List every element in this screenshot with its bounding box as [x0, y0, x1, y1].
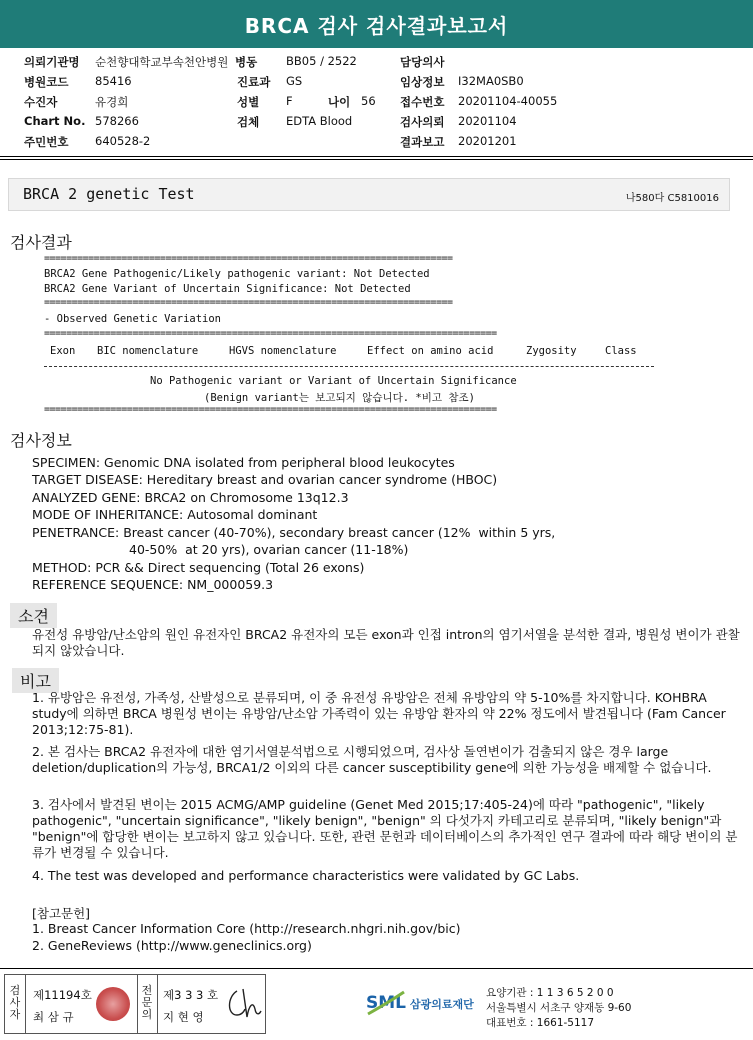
age-label: 나이 — [328, 95, 351, 109]
opinion-heading: 소견 — [10, 603, 57, 628]
department-value: GS — [286, 74, 303, 88]
benign-note-line: (Benign variant는 보고되지 않습니다. *비고 참조) — [204, 392, 475, 404]
sml-logo-icon — [366, 984, 406, 1018]
sml-logo-text: SML — [366, 993, 406, 1013]
remark-4: 4. The test was developed and performance characteristics were validated by GC Labs. — [32, 868, 580, 883]
col-exon: Exon — [50, 345, 76, 357]
info-specimen: SPECIMEN: Genomic DNA isolated from peripheral blood leukocytes — [32, 455, 455, 470]
no-variant-line: No Pathogenic variant or Variant of Uncertain Significance — [150, 375, 517, 387]
results-heading: 검사결과 — [10, 233, 72, 252]
report-footer — [0, 972, 753, 1040]
reference-1: 1. Breast Cancer Information Core (http://research.nhgri.nih.gov/bic) — [32, 921, 461, 936]
observed-variation-label: - Observed Genetic Variation — [44, 313, 222, 325]
report-title: BRCA 검사 검사결과보고서 — [244, 13, 509, 38]
divider: ================================================================================== — [44, 404, 497, 415]
chart-label: Chart No. — [24, 114, 86, 128]
divider: ========================================================================== — [44, 253, 453, 264]
clinical-info-value: I32MA0SB0 — [458, 74, 524, 88]
info-heading: 검사정보 — [10, 431, 72, 450]
divider — [0, 156, 753, 157]
signature-icon — [223, 985, 263, 1023]
examiner-no: 제11194호 — [33, 988, 92, 1002]
divider — [25, 975, 26, 1033]
divider — [137, 975, 138, 1033]
clinical-info-label: 임상정보 — [400, 75, 445, 89]
patient-value: 유경희 — [95, 95, 129, 109]
examiner-name: 최 삼 규 — [33, 1010, 74, 1024]
col-zygosity: Zygosity — [526, 345, 577, 357]
request-date-value: 20201104 — [458, 114, 517, 128]
report-date-label: 결과보고 — [400, 135, 445, 149]
id-label: 주민번호 — [24, 135, 69, 149]
divider — [0, 159, 753, 160]
remark-1: 1. 유방암은 유전성, 가족성, 산발성으로 분류되며, 이 중 유전성 유방암은 전체 유방암의 약 5-10%를 차지합니다. KOHBRA study에 의하면 BRCA 병원성 변이는 유방암/난소암 가족력이 있는 유방암 환자의 약 22% 정도에서 발견됩니다 (Fam Cancer 2013;12:75-81). — [32, 690, 726, 737]
info-penetrance: PENETRANCE: Breast cancer (40-70%), secondary breast cancer (12% within 5 yrs, — [32, 525, 556, 540]
patient-label: 수진자 — [24, 95, 58, 109]
divider: ================================================================================== — [44, 328, 497, 339]
department-label: 진료과 — [237, 75, 271, 89]
specimen-label: 검체 — [237, 115, 260, 129]
test-title-box — [8, 178, 730, 211]
id-value: 640528-2 — [95, 134, 151, 148]
info-disease: TARGET DISEASE: Hereditary breast and ovarian cancer syndrome (HBOC) — [32, 472, 498, 487]
agency-code: 요양기관 : 1 1 3 6 5 2 0 0 — [486, 987, 614, 999]
ward-value: BB05 / 2522 — [286, 54, 357, 68]
org-address: 서울특별시 서초구 양재동 9-60 — [486, 1002, 632, 1014]
institution-value: 순천향대학교부속천안병원 — [95, 55, 229, 69]
info-gene: ANALYZED GENE: BRCA2 on Chromosome 13q12.3 — [32, 490, 349, 505]
report-header — [0, 0, 753, 48]
org-phone: 대표번호 : 1661-5117 — [486, 1017, 595, 1029]
doctor-label: 담당의사 — [400, 55, 445, 69]
request-date-label: 검사의뢰 — [400, 115, 445, 129]
info-method: METHOD: PCR && Direct sequencing (Total 26 exons) — [32, 560, 365, 575]
col-effect: Effect on amino acid — [367, 345, 494, 357]
specimen-value: EDTA Blood — [286, 114, 353, 128]
info-penetrance-cont: 40-50% at 20 yrs), ovarian cancer (11-18%) — [129, 542, 409, 557]
receipt-label: 접수번호 — [400, 95, 445, 109]
hospital-code-label: 병원코드 — [24, 75, 69, 89]
org-name: 삼광의료재단 — [410, 998, 474, 1011]
divider — [157, 975, 158, 1033]
receipt-value: 20201104-40055 — [458, 94, 558, 108]
result-line-vus: BRCA2 Gene Variant of Uncertain Significance: Not Detected — [44, 283, 411, 295]
sex-value: F — [286, 94, 293, 108]
opinion-text: 유전성 유방암/난소암의 원인 유전자인 BRCA2 유전자의 모든 exon과 인접 intron의 염기서열을 분석한 결과, 병원성 변이가 관찰되지 않았습니다. — [32, 627, 740, 658]
remark-3: 3. 검사에서 발견된 변이는 2015 ACMG/AMP guideline (Genet Med 2015;17:405-24)에 따라 "pathogenic", "likely pathogenic", "uncertain significance", "likely benign", "benign" 의 다섯가지 카테고리로 분류되며, "likely benign"과 "benign"에 합당한 변이는 보고하지 않고 있습니다. 또한, 관련 문헌과 데이터베이스의 추가적인 연구 결과에 따라 해당 변이의 분류가 변경될 수 있습니다. — [32, 797, 738, 860]
test-title: BRCA 2 genetic Test — [23, 185, 195, 203]
result-line-pathogenic: BRCA2 Gene Pathogenic/Likely pathogenic variant: Not Detected — [44, 268, 430, 280]
report-date-value: 20201201 — [458, 134, 517, 148]
divider — [0, 968, 753, 969]
divider — [44, 366, 654, 367]
divider: ========================================================================== — [44, 297, 453, 308]
specialist-name: 지 현 영 — [163, 1010, 204, 1024]
hospital-code-value: 85416 — [95, 74, 132, 88]
sex-label: 성별 — [237, 95, 260, 109]
test-code: 나580다 C5810016 — [625, 193, 719, 204]
ward-label: 병동 — [235, 55, 258, 69]
institution-label: 의뢰기관명 — [24, 55, 80, 69]
chart-value: 578266 — [95, 114, 139, 128]
specialist-no: 제3 3 3 호 — [163, 988, 219, 1002]
info-inheritance: MODE OF INHERITANCE: Autosomal dominant — [32, 507, 318, 522]
specialist-label: 전 문 의 — [141, 984, 153, 1021]
remarks-heading: 비고 — [12, 668, 59, 693]
col-class: Class — [605, 345, 637, 357]
col-bic: BIC nomenclature — [97, 345, 199, 357]
seal-stamp-icon — [96, 987, 130, 1021]
age-value: 56 — [361, 94, 376, 108]
examiner-label: 검 사 자 — [9, 984, 21, 1021]
reference-2: 2. GeneReviews (http://www.geneclinics.org) — [32, 938, 312, 953]
remark-2: 2. 본 검사는 BRCA2 유전자에 대한 염기서열분석법으로 시행되었으며, 검사상 돌연변이가 검출되지 않은 경우 large deletion/duplication의 가능성, BRCA1/2 이외의 다른 cancer susceptibility gene에 의한 가능성을 배제할 수 없습니다. — [32, 744, 712, 775]
info-reference: REFERENCE SEQUENCE: NM_000059.3 — [32, 577, 274, 592]
signature-box — [4, 974, 266, 1034]
references-heading: [참고문헌] — [32, 906, 91, 921]
col-hgvs: HGVS nomenclature — [229, 345, 337, 357]
